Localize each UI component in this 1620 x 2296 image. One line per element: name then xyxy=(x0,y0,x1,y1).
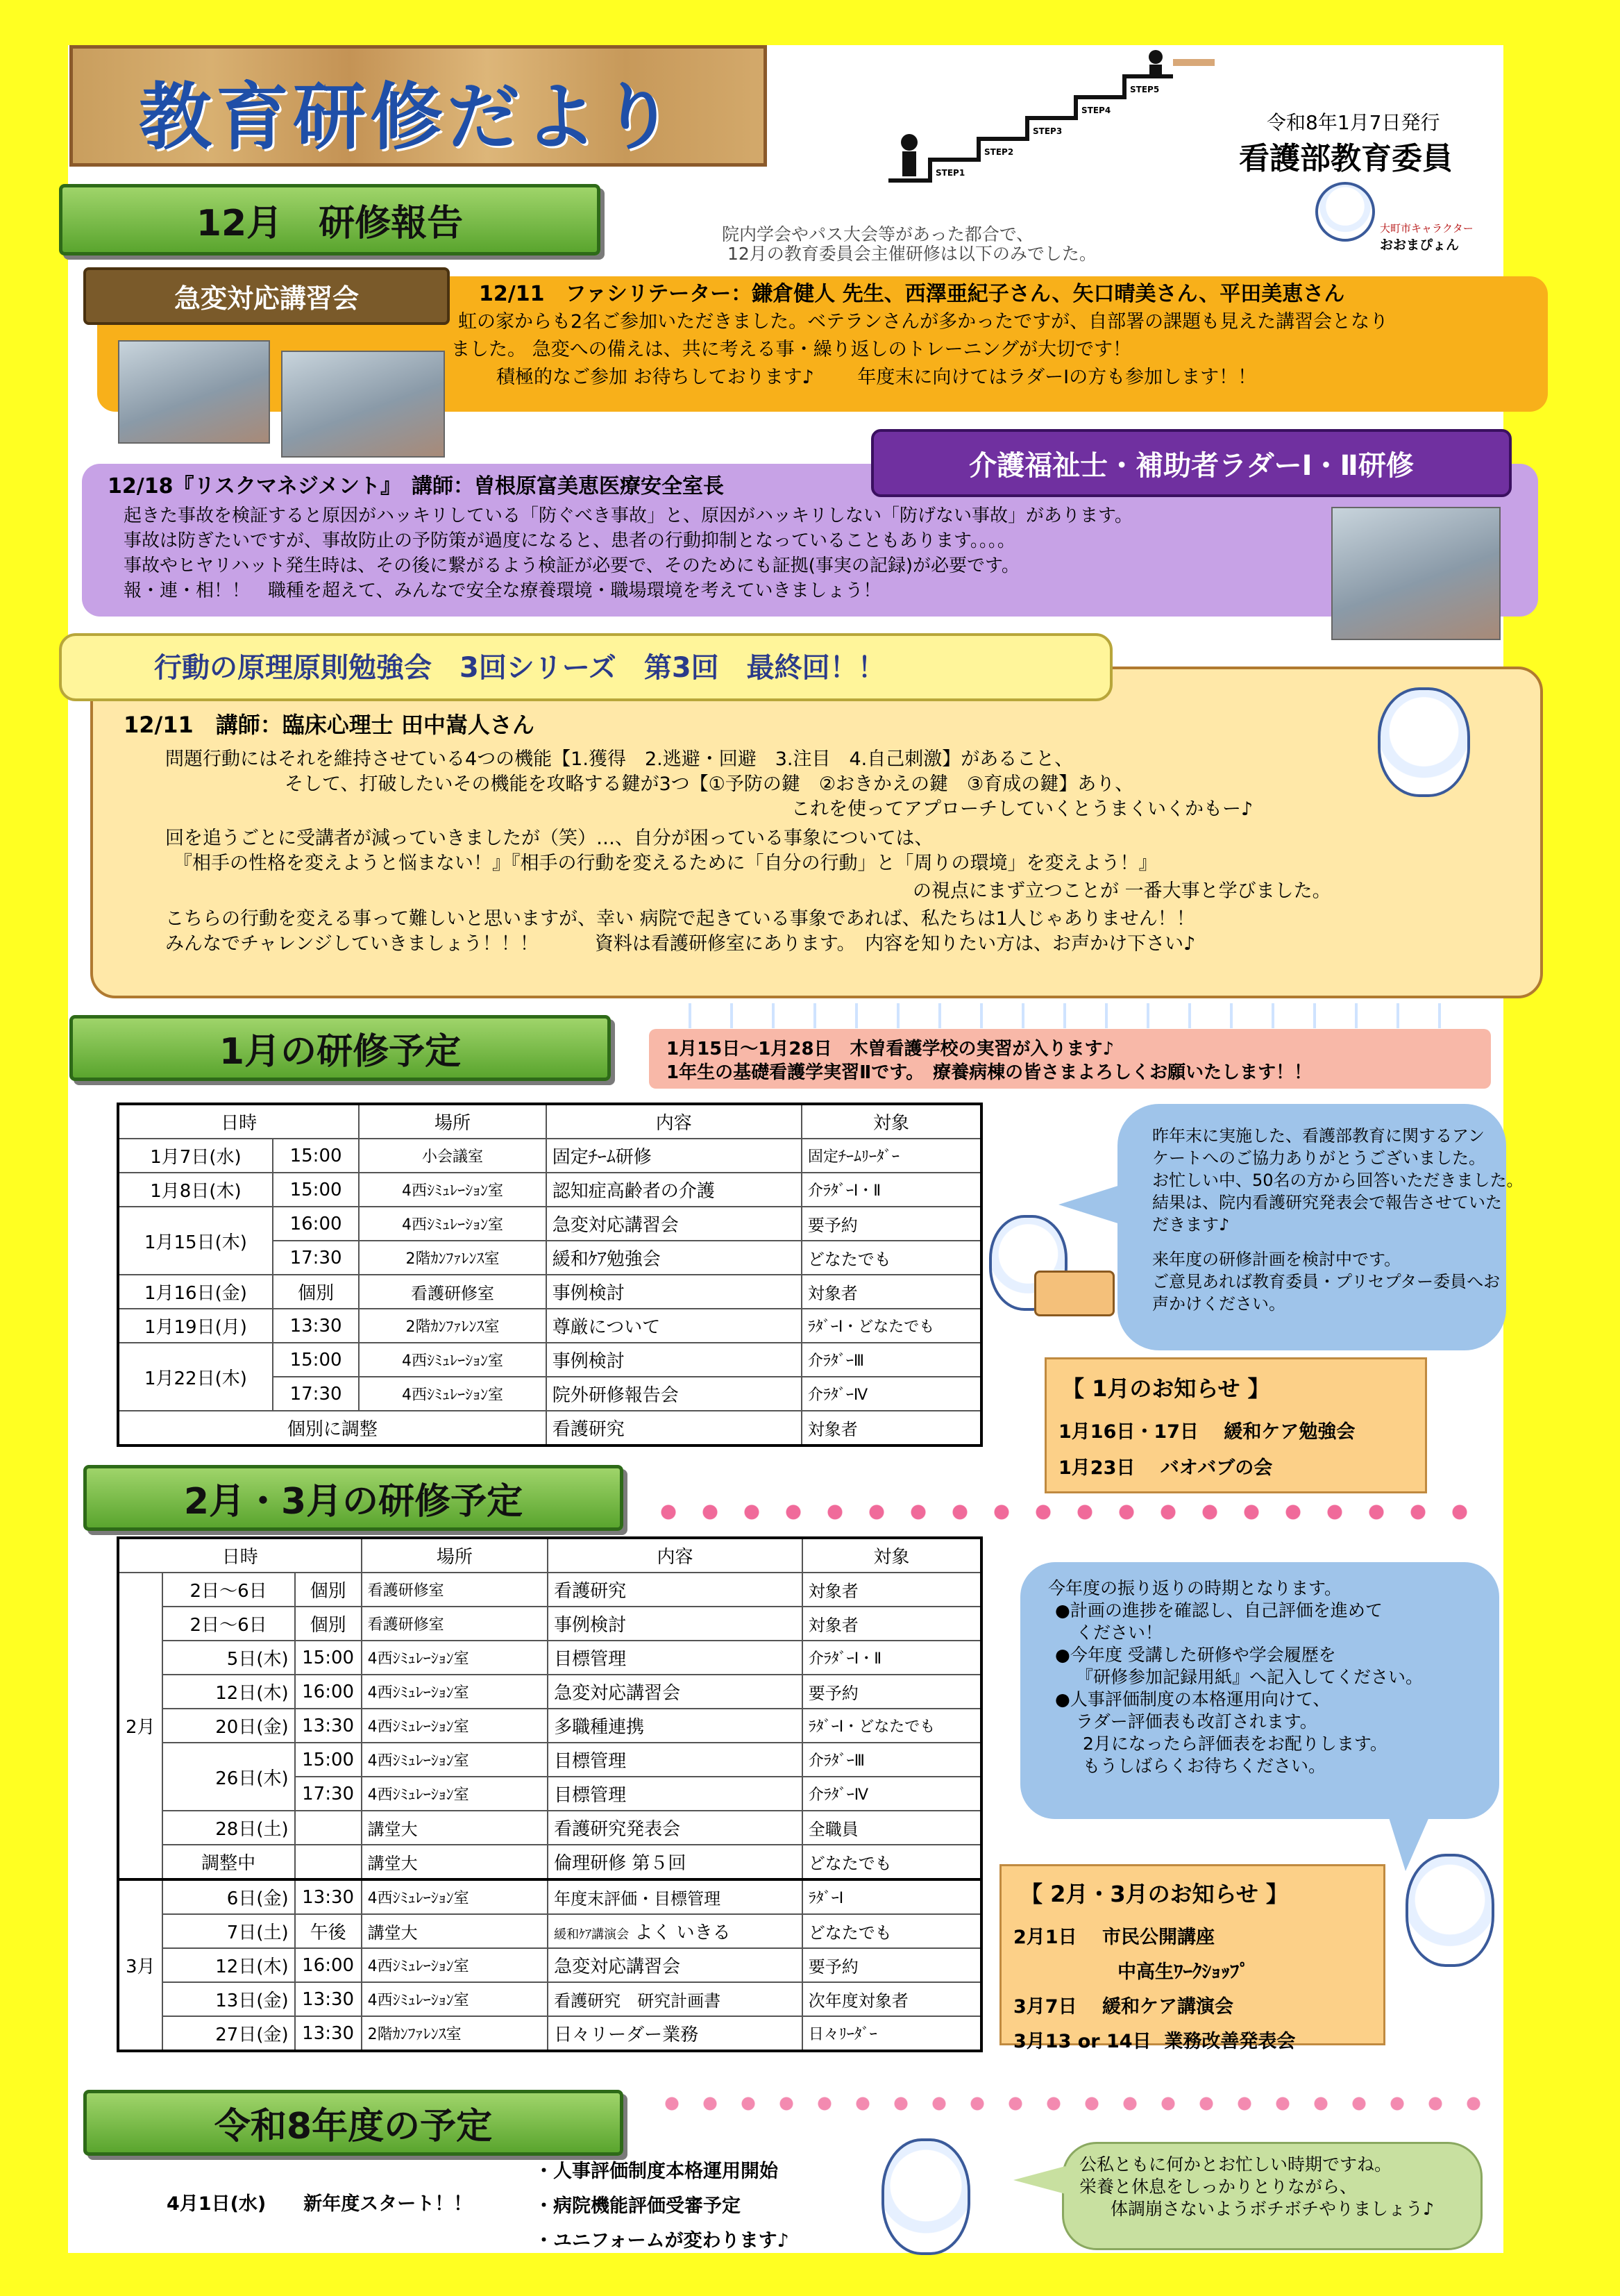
jan-notice-title: 【 1月のお知らせ 】 xyxy=(1062,1375,1270,1402)
cell-content: 多職種連携 xyxy=(548,1709,802,1743)
cell-time: 15:00 xyxy=(273,1343,359,1377)
cell-place: 看護研修室 xyxy=(359,1275,546,1309)
cell-content: 事例検討 xyxy=(546,1275,802,1309)
cell-place: 4西ｼﾐｭﾚｰｼｮﾝ室 xyxy=(362,1743,548,1777)
cell-date: 12日(木) xyxy=(162,1948,295,1982)
cell-content: 目標管理 xyxy=(548,1641,802,1675)
cell-time: 個別 xyxy=(273,1275,359,1309)
emergency-photo xyxy=(118,340,270,444)
mascot-icon xyxy=(1378,687,1470,797)
cell-time: 個別 xyxy=(295,1607,362,1641)
cell-content: 急変対応講習会 xyxy=(548,1948,802,1982)
next-year-bubble-line: 公私ともに何かとお忙しい時期ですね。 xyxy=(1079,2154,1392,2175)
cell-content: 事例検討 xyxy=(548,1607,802,1641)
cell-time: 15:00 xyxy=(273,1139,359,1173)
febmar-bubble-line: ください！ xyxy=(1076,1623,1163,1643)
cell-target: 要予約 xyxy=(802,1948,981,1982)
cell-target: 介ﾗﾀﾞｰⅢ xyxy=(802,1743,981,1777)
cell-place: 講堂大 xyxy=(362,1845,548,1879)
cell-content: 急変対応講習会 xyxy=(548,1675,802,1709)
jan-notice-line: 1月16日・17日 緩和ケア勉強会 xyxy=(1058,1421,1356,1443)
cell-place: 講堂大 xyxy=(362,1811,548,1845)
table-row xyxy=(118,1743,981,1777)
cell-target: 要予約 xyxy=(802,1207,981,1241)
cell-place: 4西ｼﾐｭﾚｰｼｮﾝ室 xyxy=(359,1173,546,1207)
cell-place: 2階ｶﾝﾌｧﾚﾝｽ室 xyxy=(359,1241,546,1275)
cell-place: 4西ｼﾐｭﾚｰｼｮﾝ室 xyxy=(362,1982,548,2016)
febmar-bubble-line: ●人事評価制度の本格運用向けて、 xyxy=(1055,1689,1331,1709)
table-row xyxy=(118,1675,981,1709)
care-worker-line: 事故やヒヤリハット発生時は、その後に繋がるよう検証が必要で、そのためにも証拠(事実の記録)が必要です。 xyxy=(124,555,1020,576)
mascot-icon xyxy=(1406,1854,1494,1967)
care-worker-line: 報・連・相！！ 職種を超えて、みんなで安全な療養環境・職場環境を考えていきましょう！ xyxy=(124,580,881,601)
month-label-mar: 3月 xyxy=(118,1879,162,2051)
behavior-line: 問題行動にはそれを維持させている4つの機能【1.獲得 2.逃避・回避 3.注目 4.自己刺激】があること、 xyxy=(165,748,1074,770)
table-row xyxy=(118,1573,981,1607)
table-row xyxy=(118,1411,981,1446)
next-year-item: ・病院機能評価受審予定 xyxy=(534,2195,741,2217)
table-row xyxy=(118,1948,981,1982)
jan-announce-line: 1年生の基礎看護学実習Ⅱです。 療養病棟の皆さまよろしくお願いたします！！ xyxy=(666,1062,1313,1083)
cell-date: 12日(木) xyxy=(162,1675,295,1709)
emergency-line: 虹の家からも2名ご参加いただきました。ベテランさんが多かったですが、自部署の課題も見えた講習会となり xyxy=(458,311,1389,333)
cell-content: 認知症高齢者の介護 xyxy=(546,1173,802,1207)
care-worker-title: 介護福祉士・補助者ラダーⅠ・Ⅱ研修 xyxy=(871,429,1512,497)
mascot-icon xyxy=(1315,182,1375,242)
emergency-title: 急変対応講習会 xyxy=(83,267,450,325)
cell-content: 尊厳について xyxy=(546,1309,802,1343)
cell-target: 介ﾗﾀﾞｰⅠ・Ⅱ xyxy=(802,1641,981,1675)
cell-time: 13:30 xyxy=(295,2016,362,2051)
behavior-line: そして、打破したいその機能を攻略する鍵が3つ【①予防の鍵 ②おきかえの鍵 ③育成の鍵】あり、 xyxy=(285,773,1134,795)
cell-place: 看護研修室 xyxy=(362,1607,548,1641)
behavior-title: 行動の原理原則勉強会 3回シリーズ 第3回 最終回！！ xyxy=(154,652,886,684)
dec-note-line: 院内学会やパス大会等があった都合で、 xyxy=(722,224,1034,244)
flower-garland xyxy=(656,1500,1489,1525)
next-year-item: ・人事評価制度本格運用開始 xyxy=(534,2161,778,2182)
col-header-date: 日時 xyxy=(118,1104,359,1139)
table-row xyxy=(118,1709,981,1743)
cell-place: 4西ｼﾐｭﾚｰｼｮﾝ室 xyxy=(362,1948,548,1982)
cell-time: 16:00 xyxy=(273,1207,359,1241)
cell-content-small: 緩和ｹｱ講演会 xyxy=(554,1927,630,1942)
cell-target: 全職員 xyxy=(802,1811,981,1845)
table-header-row xyxy=(118,1538,981,1573)
cell-time xyxy=(295,1811,362,1845)
cell-time: 13:30 xyxy=(273,1309,359,1343)
cell-target: どなたでも xyxy=(802,1914,981,1948)
jan-bubble-line: ご意見あれば教育委員・プリセプター委員へお xyxy=(1152,1272,1501,1291)
table-row xyxy=(118,1845,981,1879)
kotatsu-icon xyxy=(1034,1271,1115,1316)
mascot-name: おおまぴょん xyxy=(1380,237,1460,253)
cell-content: 看護研究 xyxy=(548,1573,802,1607)
table-row xyxy=(118,1139,981,1173)
cell-target: 介ﾗﾀﾞｰⅠ・Ⅱ xyxy=(802,1173,981,1207)
table-row xyxy=(118,1914,981,1948)
febmar-notice-line: 中高生ﾜｰｸｼｮｯﾌﾟ xyxy=(1117,1961,1249,1983)
cell-time: 15:00 xyxy=(295,1743,362,1777)
cell-date: 2日～6日 xyxy=(162,1573,295,1607)
cell-date: 6日(金) xyxy=(162,1879,295,1914)
cell-content: 倫理研修 第５回 xyxy=(548,1845,802,1879)
cell-content: 看護研究 研究計画書 xyxy=(548,1982,802,2016)
bubble-tail xyxy=(1013,2166,1065,2194)
col-header-target: 対象 xyxy=(802,1104,981,1139)
jan-bubble-line: お忙しい中、50名の方から回答いただきました。 xyxy=(1152,1171,1524,1190)
cell-content: 急変対応講習会 xyxy=(546,1207,802,1241)
febmar-bubble-line: 2月になったら評価表をお配りします。 xyxy=(1083,1734,1387,1754)
cell-target: どなたでも xyxy=(802,1241,981,1275)
behavior-line: 回を追うごとに受講者が減っていきましたが（笑）…、自分が困っている事象については、 xyxy=(165,828,934,849)
cell-time: 15:00 xyxy=(295,1641,362,1675)
cell-target: 介ﾗﾀﾞｰⅢ xyxy=(802,1343,981,1377)
cell-target: どなたでも xyxy=(802,1845,981,1879)
cell-target: 固定ﾁｰﾑﾘｰﾀﾞｰ xyxy=(802,1139,981,1173)
jan-bubble-line: ケートへのご協力ありがとうございました。 xyxy=(1152,1148,1485,1168)
table-row xyxy=(118,1982,981,2016)
cell-time: 17:30 xyxy=(273,1377,359,1411)
care-worker-line: 起きた事故を検証すると原因がハッキリしている「防ぐべき事故」と、原因がハッキリしない「防げない事故」があります。 xyxy=(124,505,1133,526)
emergency-photo xyxy=(281,351,445,458)
cell-place: 4西ｼﾐｭﾚｰｼｮﾝ室 xyxy=(359,1207,546,1241)
cell-place: 2階ｶﾝﾌｧﾚﾝｽ室 xyxy=(359,1309,546,1343)
cell-date: 13日(金) xyxy=(162,1982,295,2016)
febmar-bubble-line: 今年度の振り返りの時期となります。 xyxy=(1048,1578,1342,1598)
next-year-banner: 令和8年度の予定 xyxy=(83,2090,623,2156)
cell-date: 1月8日(木) xyxy=(118,1173,273,1207)
col-header-date: 日時 xyxy=(118,1538,362,1573)
jan-banner: 1月の研修予定 xyxy=(69,1015,611,1081)
dec-note-line: 12月の教育委員会主催研修は以下のみでした。 xyxy=(727,244,1097,264)
cell-date: 1月22日(木) xyxy=(118,1343,273,1411)
febmar-bubble-line: もうしばらくお待ちください。 xyxy=(1083,1756,1326,1776)
cell-time: 16:00 xyxy=(295,1948,362,1982)
cell-target: ﾗﾀﾞｰⅠ・どなたでも xyxy=(802,1709,981,1743)
stairs-illustration xyxy=(881,49,1215,187)
cell-place: 4西ｼﾐｭﾚｰｼｮﾝ室 xyxy=(362,1777,548,1811)
mascot-icon xyxy=(881,2138,970,2255)
febmar-notice-line: 2月1日 市民公開講座 xyxy=(1013,1927,1215,1948)
febmar-bubble-line: ラダー評価表も改訂されます。 xyxy=(1076,1711,1317,1732)
jan-schedule-table xyxy=(117,1103,983,1447)
cell-place: 4西ｼﾐｭﾚｰｼｮﾝ室 xyxy=(359,1343,546,1377)
cell-target: 介ﾗﾀﾞｰⅣ xyxy=(802,1777,981,1811)
cell-time: 個別 xyxy=(295,1573,362,1607)
emergency-line: 12/11 ファシリテーター：鎌倉健人 先生、西澤亜紀子さん、矢口晴美さん、平田美恵さん xyxy=(479,282,1345,306)
table-row xyxy=(118,1811,981,1845)
cell-time: 15:00 xyxy=(273,1173,359,1207)
cell-date: 1月7日(水) xyxy=(118,1139,273,1173)
jan-bubble-line: 昨年末に実施した、看護部教育に関するアン xyxy=(1152,1126,1485,1146)
table-row xyxy=(118,1173,981,1207)
cell-content: 固定ﾁｰﾑ研修 xyxy=(546,1139,802,1173)
cell-content: 日々リーダー業務 xyxy=(548,2016,802,2051)
cell-content: 目標管理 xyxy=(548,1777,802,1811)
cell-place: 4西ｼﾐｭﾚｰｼｮﾝ室 xyxy=(362,1879,548,1914)
cell-time: 13:30 xyxy=(295,1709,362,1743)
emergency-line: 積極的なご参加 お待ちしております♪ 年度末に向けてはラダーⅠの方も参加します！！ xyxy=(496,367,1257,388)
issue-date: 令和8年1月7日発行 xyxy=(1267,111,1440,134)
cell-place: 小会議室 xyxy=(359,1139,546,1173)
sakura-garland xyxy=(659,2091,1485,2116)
febmar-schedule-table xyxy=(117,1536,983,2052)
cell-target: 対象者 xyxy=(802,1411,981,1446)
table-row xyxy=(118,1275,981,1309)
cell-content: 院外研修報告会 xyxy=(546,1377,802,1411)
jan-bubble-line: 来年度の研修計画を検討中です。 xyxy=(1152,1250,1401,1269)
cell-time: 17:30 xyxy=(273,1241,359,1275)
cell-time: 午後 xyxy=(295,1914,362,1948)
cell-content: 看護研究 xyxy=(546,1411,802,1446)
cell-target: 対象者 xyxy=(802,1607,981,1641)
cell-date: 1月16日(金) xyxy=(118,1275,273,1309)
cell-place: 4西ｼﾐｭﾚｰｼｮﾝ室 xyxy=(362,1709,548,1743)
cell-target: 要予約 xyxy=(802,1675,981,1709)
behavior-line: これを使ってアプローチしていくとうまくいくかもー♪ xyxy=(791,798,1254,820)
committee-name: 看護部教育委員 xyxy=(1239,141,1453,176)
behavior-line: こちらの行動を変える事って難しいと思いますが、幸い 病院で起きている事象であれば、私たちは1人じゃありません！！ xyxy=(165,908,1195,930)
month-label-feb: 2月 xyxy=(118,1573,162,1879)
febmar-notice-line: 3月13 or 14日 業務改善発表会 xyxy=(1013,2031,1296,2052)
febmar-bubble-line: ●計画の進捗を確認し、自己評価を進めて xyxy=(1055,1600,1383,1620)
table-header-row xyxy=(118,1104,981,1139)
cell-content-main: よく いきる xyxy=(634,1922,731,1943)
cell-time: 16:00 xyxy=(295,1675,362,1709)
cell-place: 看護研修室 xyxy=(362,1573,548,1607)
cell-place: 4西ｼﾐｭﾚｰｼｮﾝ室 xyxy=(362,1641,548,1675)
step-label: STEP2 xyxy=(984,147,1014,157)
cell-content: 事例検討 xyxy=(546,1343,802,1377)
table-row xyxy=(118,2016,981,2051)
cell-target: 日々ﾘｰﾀﾞｰ xyxy=(802,2016,981,2051)
cell-target: 対象者 xyxy=(802,1275,981,1309)
step-label: STEP1 xyxy=(936,168,965,178)
table-row xyxy=(118,1343,981,1377)
care-worker-photo xyxy=(1331,507,1501,640)
cell-target: 介ﾗﾀﾞｰⅣ xyxy=(802,1377,981,1411)
cell-date: 26日(木) xyxy=(162,1743,295,1811)
cell-content: 看護研究発表会 xyxy=(548,1811,802,1845)
col-header-place: 場所 xyxy=(362,1538,548,1573)
cell-date: 20日(金) xyxy=(162,1709,295,1743)
jan-bubble-line: 結果は、院内看護研究発表会で報告させていた xyxy=(1152,1193,1502,1212)
cell-place: 4西ｼﾐｭﾚｰｼｮﾝ室 xyxy=(362,1675,548,1709)
table-row xyxy=(118,1207,981,1241)
dec-report-banner: 12月 研修報告 xyxy=(59,184,600,255)
table-row xyxy=(118,1309,981,1343)
febmar-notice-title: 【 2月・3月のお知らせ 】 xyxy=(1020,1881,1288,1907)
care-worker-line: 12/18『リスクマネジメント』 講師：曽根原富美恵医療安全室長 xyxy=(108,474,724,498)
cell-target: ﾗﾀﾞｰⅠ・どなたでも xyxy=(802,1309,981,1343)
next-year-item: ・ユニフォームが変わります♪ xyxy=(534,2230,789,2252)
cell-time: 13:30 xyxy=(295,1879,362,1914)
emergency-line: ました。 急変への備えは、共に考える事・繰り返しのトレーニングが大切です！ xyxy=(451,339,1132,360)
snowman-garland xyxy=(673,1003,1471,1028)
col-header-place: 場所 xyxy=(359,1104,546,1139)
cell-target: 対象者 xyxy=(802,1573,981,1607)
behavior-line: 『相手の性格を変えようと悩まない！』『相手の行動を変えるために「自分の行動」と「周りの環境」を変えよう！』 xyxy=(174,853,1158,874)
behavior-line: の視点にまず立つことが 一番大事と学びました。 xyxy=(913,880,1331,902)
mascot-caption: 大町市キャラクター xyxy=(1380,222,1474,235)
step-label: STEP4 xyxy=(1081,106,1111,115)
cell-date: 1月15日(木) xyxy=(118,1207,273,1275)
cell-place: 4西ｼﾐｭﾚｰｼｮﾝ室 xyxy=(359,1377,546,1411)
cell-time: 13:30 xyxy=(295,1982,362,2016)
cell-date: 7日(土) xyxy=(162,1914,295,1948)
col-header-content: 内容 xyxy=(546,1104,802,1139)
febmar-bubble-line: 『研修参加記録用紙』へ記入してください。 xyxy=(1076,1667,1424,1687)
col-header-target: 対象 xyxy=(802,1538,981,1573)
cell-content: 緩和ｹｱ勉強会 xyxy=(546,1241,802,1275)
jan-bubble-line: 声かけください。 xyxy=(1152,1294,1285,1314)
cell-place: 2階ｶﾝﾌｧﾚﾝｽ室 xyxy=(362,2016,548,2051)
jan-announce-line: 1月15日～1月28日 木曽看護学校の実習が入ります♪ xyxy=(666,1039,1115,1059)
cell-time xyxy=(295,1845,362,1879)
table-row xyxy=(118,1607,981,1641)
cell-content: 年度末評価・目標管理 xyxy=(548,1879,802,1914)
jan-notice-line: 1月23日 バオバブの会 xyxy=(1058,1457,1273,1479)
table-row xyxy=(118,1879,981,1914)
behavior-line: 12/11 講師：臨床心理士 田中嵩人さん xyxy=(124,712,534,738)
table-row xyxy=(118,1641,981,1675)
step-label: STEP5 xyxy=(1130,85,1160,94)
bubble-tail xyxy=(1058,1184,1124,1225)
febmar-bubble-line: ●今年度 受講した研修や学会履歴を xyxy=(1055,1645,1336,1665)
cell-date: 5日(木) xyxy=(162,1641,295,1675)
cell-date: 調整中 xyxy=(162,1845,295,1879)
cell-target: ﾗﾀﾞｰⅠ xyxy=(802,1879,981,1914)
cell-date: 27日(金) xyxy=(162,2016,295,2051)
newsletter-title: 教育研修だより xyxy=(139,75,679,160)
cell-content: 目標管理 xyxy=(548,1743,802,1777)
cell-date: 2日～6日 xyxy=(162,1607,295,1641)
cell-place: 講堂大 xyxy=(362,1914,548,1948)
cell-time: 17:30 xyxy=(295,1777,362,1811)
step-label: STEP3 xyxy=(1033,126,1063,136)
care-worker-line: 事故は防ぎたいですが、事故防止の予防策が過度になると、患者の行動抑制となっていることもあります。。。。 xyxy=(124,530,1015,551)
cell-date: 28日(土) xyxy=(162,1811,295,1845)
next-year-bubble-line: 栄養と休息をしっかりとりながら、 xyxy=(1079,2177,1358,2197)
cell-content xyxy=(548,1914,802,1948)
cell-date: 1月19日(月) xyxy=(118,1309,273,1343)
cell-target: 次年度対象者 xyxy=(802,1982,981,2016)
next-year-date: 4月1日(水) 新年度スタート！！ xyxy=(167,2193,473,2215)
jan-bubble-line: だきます♪ xyxy=(1152,1215,1230,1234)
cell-date: 個別に調整 xyxy=(118,1411,546,1446)
col-header-content: 内容 xyxy=(548,1538,802,1573)
febmar-notice-line: 3月7日 緩和ケア講演会 xyxy=(1013,1996,1233,2018)
behavior-line: みんなでチャレンジしていきましょう！！！ 資料は看護研修室にあります。 内容を知りたい方は、お声かけ下さい♪ xyxy=(165,933,1196,955)
next-year-bubble-line: 体調崩さないようボチボチやりましょう♪ xyxy=(1111,2199,1434,2219)
febmar-banner: 2月・3月の研修予定 xyxy=(83,1465,623,1531)
